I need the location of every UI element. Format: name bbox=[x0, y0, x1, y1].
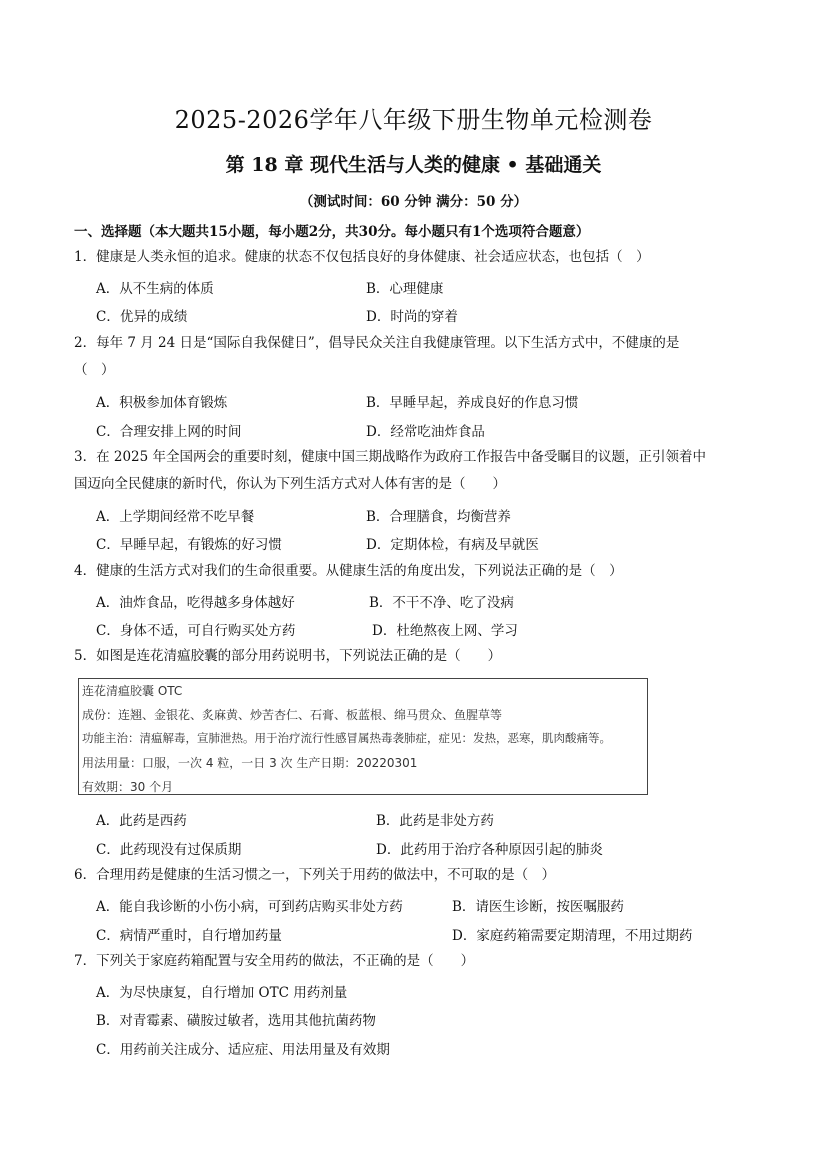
page-title: 2025-2026学年八年级下册生物单元检测卷 bbox=[174, 106, 653, 134]
question-6-option-c: C．病情严重时，自行增加药量 bbox=[96, 928, 282, 944]
question-2-stem-cont: （ ） bbox=[74, 362, 115, 378]
label-indications: 功能主治：清瘟解毒，宣肺泄热。用于治疗流行性感冒属热毒袭肺症，症见：发热，恶寒，肌肉酸痛等。 bbox=[82, 731, 611, 745]
question-2-option-d: D．经常吃油炸食品 bbox=[366, 424, 485, 440]
question-3-stem-cont: 国迈向全民健康的新时代，你认为下列生活方式对人体有害的是（ ） bbox=[74, 476, 506, 492]
question-6-option-d: D．家庭药箱需要定期清理，不用过期药 bbox=[452, 928, 693, 944]
question-5-option-c: C．此药现没有过保质期 bbox=[96, 842, 242, 858]
label-validity: 有效期：30 个月 bbox=[82, 780, 174, 794]
question-1-option-d: D．时尚的穿着 bbox=[366, 309, 458, 325]
question-3-option-b: B．合理膳食，均衡营养 bbox=[366, 509, 511, 525]
question-2-stem: 2．每年 7 月 24 日是“国际自我保健日”，倡导民众关注自我健康管理。以下生活方式中，不健康的是 bbox=[74, 335, 680, 351]
section-title: 一、选择题（本大题共15小题，每小题2分，共30分。每小题只有1个选项符合题意） bbox=[74, 224, 590, 240]
question-1-stem: 1．健康是人类永恒的追求。健康的状态不仅包括良好的身体健康、社会适应状态，也包括（ ） bbox=[74, 249, 650, 265]
exam-meta: （测试时间：60 分钟 满分：50 分） bbox=[299, 194, 528, 210]
question-3-stem: 3．在 2025 年全国两会的重要时刻，健康中国三期战略作为政府工作报告中备受瞩目的议题，正引领着中 bbox=[74, 449, 707, 465]
question-2-option-b: B．早睡早起，养成良好的作息习惯 bbox=[366, 395, 579, 411]
question-3-option-c: C．早睡早起，有锻炼的好习惯 bbox=[96, 537, 282, 553]
question-6-option-b: B．请医生诊断，按医嘱服药 bbox=[452, 899, 624, 915]
question-4-stem: 4．健康的生活方式对我们的生命很重要。从健康生活的角度出发，下列说法正确的是（ ） bbox=[74, 563, 623, 579]
question-5-option-b: B．此药是非处方药 bbox=[376, 813, 494, 829]
question-7-option-b: B．对青霉素、磺胺过敏者，选用其他抗菌药物 bbox=[96, 1013, 376, 1029]
question-1-option-a: A．从不生病的体质 bbox=[96, 281, 214, 297]
question-6-option-a: A．能自我诊断的小伤小病，可到药店购买非处方药 bbox=[96, 899, 403, 915]
question-7-option-a: A．为尽快康复，自行增加 OTC 用药剂量 bbox=[96, 985, 348, 1001]
question-1-option-c: C．优异的成绩 bbox=[96, 309, 188, 325]
question-7-option-c: C．用药前关注成分、适应症、用法用量及有效期 bbox=[96, 1042, 390, 1058]
question-3-option-a: A．上学期间经常不吃早餐 bbox=[96, 509, 255, 525]
label-name: 连花清瘟胶囊 OTC bbox=[82, 684, 183, 698]
question-7-stem: 7．下列关于家庭药箱配置与安全用药的做法，不正确的是（ ） bbox=[74, 953, 475, 969]
question-1-option-b: B．心理健康 bbox=[366, 281, 444, 297]
label-ingredients: 成份：连翘、金银花、炙麻黄、炒苦杏仁、石膏、板蓝根、绵马贯众、鱼腥草等 bbox=[82, 708, 503, 722]
question-4-option-a: A．油炸食品，吃得越多身体越好 bbox=[96, 595, 295, 611]
question-5-stem: 5．如图是连花清瘟胶囊的部分用药说明书，下列说法正确的是（ ） bbox=[74, 648, 502, 664]
label-usage: 用法用量：口服，一次 4 粒，一日 3 次 生产日期：20220301 bbox=[82, 756, 418, 770]
question-2-option-c: C．合理安排上网的时间 bbox=[96, 424, 242, 440]
question-5-option-a: A．此药是西药 bbox=[96, 813, 187, 829]
question-3-option-d: D．定期体检，有病及早就医 bbox=[366, 537, 539, 553]
question-2-option-a: A．积极参加体育锻炼 bbox=[96, 395, 228, 411]
question-4-option-d: D．杜绝熬夜上网、学习 bbox=[372, 623, 518, 639]
question-5-option-d: D．此药用于治疗各种原因引起的肺炎 bbox=[376, 842, 603, 858]
question-4-option-c: C．身体不适，可自行购买处方药 bbox=[96, 623, 296, 639]
medicine-label-image bbox=[78, 678, 648, 795]
question-6-stem: 6．合理用药是健康的生活习惯之一，下列关于用药的做法中，不可取的是（ ） bbox=[74, 867, 556, 883]
question-4-option-b: B．不干不净、吃了没病 bbox=[369, 595, 514, 611]
chapter-subtitle: 第 18 章 现代生活与人类的健康 • 基础通关 bbox=[225, 154, 602, 176]
